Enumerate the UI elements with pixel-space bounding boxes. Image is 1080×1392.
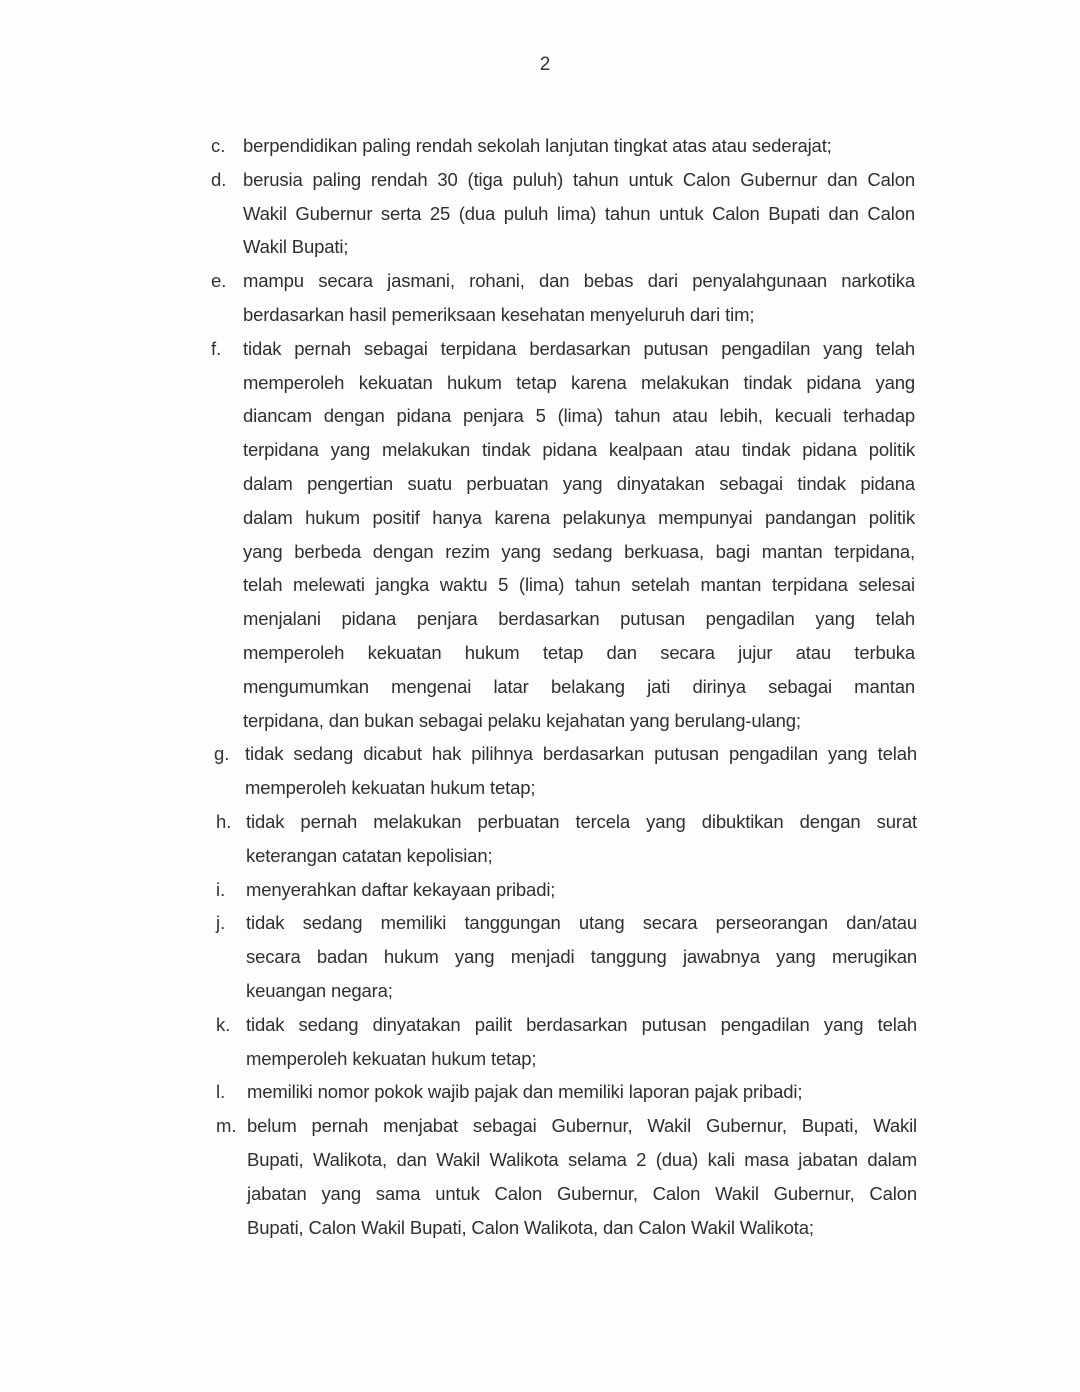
text-line: terpidana yang melakukan tindak pidana kealpaan atau tindak pidana politik <box>243 439 915 461</box>
text-line: jabatan yang sama untuk Calon Gubernur, Calon Wakil Gubernur, Calon <box>247 1182 917 1204</box>
text-line: secara badan hukum yang menjadi tanggung jawabnya yang merugikan <box>246 946 917 968</box>
text-line: memperoleh kekuatan hukum tetap; <box>246 1047 537 1069</box>
list-item-marker: e. <box>211 270 227 292</box>
text-line: berusia paling rendah 30 (tiga puluh) tahun untuk Calon Gubernur dan Calon <box>243 168 915 190</box>
list-item-text <box>247 1075 917 1109</box>
list-item-text <box>243 264 915 332</box>
text-line: tidak sedang memiliki tanggungan utang secara perseorangan dan/atau <box>246 912 917 934</box>
list-item-marker: c. <box>211 135 226 156</box>
list-item-marker: d. <box>211 168 227 190</box>
list-item-text <box>246 873 917 907</box>
text-line: Bupati, Calon Wakil Bupati, Calon Walikota, dan Calon Wakil Walikota; <box>247 1216 814 1238</box>
list-item-marker: m. <box>216 1115 237 1137</box>
text-line: Bupati, Walikota, dan Wakil Walikota selama 2 (dua) kali masa jabatan dalam <box>247 1148 917 1170</box>
page-number: 2 <box>539 54 551 75</box>
text-line: tidak pernah sebagai terpidana berdasarkan putusan pengadilan yang telah <box>243 337 915 359</box>
list-item-marker: l. <box>216 1081 226 1103</box>
text-line: dalam hukum positif hanya karena pelakunya mempunyai pandangan politik <box>243 506 915 528</box>
text-line: telah melewati jangka waktu 5 (lima) tahun setelah mantan terpidana selesai <box>243 574 915 596</box>
text-line: belum pernah menjabat sebagai Gubernur, Wakil Gubernur, Bupati, Wakil <box>247 1115 917 1137</box>
text-line: memperoleh kekuatan hukum tetap dan secara jujur atau terbuka <box>243 641 915 663</box>
list-item-text <box>243 129 915 163</box>
list-item-text <box>243 163 915 264</box>
text-line: memperoleh kekuatan hukum tetap karena melakukan tindak pidana yang <box>243 371 915 393</box>
list-item-marker: h. <box>216 811 232 832</box>
text-line: terpidana, dan bukan sebagai pelaku kejahatan yang berulang-ulang; <box>243 709 801 731</box>
text-line: diancam dengan pidana penjara 5 (lima) tahun atau lebih, kecuali terhadap <box>243 405 915 427</box>
list-item-text <box>243 332 915 738</box>
text-line: berdasarkan hasil pemeriksaan kesehatan menyeluruh dari tim; <box>243 303 755 325</box>
text-line: mampu secara jasmani, rohani, dan bebas dari penyalahgunaan narkotika <box>243 270 915 292</box>
text-line: Wakil Gubernur serta 25 (dua puluh lima) tahun untuk Calon Bupati dan Calon <box>243 202 915 224</box>
text-line: memiliki nomor pokok wajib pajak dan memiliki laporan pajak pribadi; <box>247 1081 803 1103</box>
text-line: tidak sedang dicabut hak pilihnya berdasarkan putusan pengadilan yang telah <box>245 743 917 765</box>
text-line: keterangan catatan kepolisian; <box>246 844 493 866</box>
text-line: memperoleh kekuatan hukum tetap; <box>245 777 536 799</box>
list-item-marker: k. <box>216 1013 231 1035</box>
text-line: Wakil Bupati; <box>243 236 349 258</box>
text-line: yang berbeda dengan rezim yang sedang berkuasa, bagi mantan terpidana, <box>243 540 915 562</box>
list-item-marker: g. <box>214 743 230 765</box>
text-line: menjalani pidana penjara berdasarkan putusan pengadilan yang telah <box>243 608 915 630</box>
text-line: tidak pernah melakukan perbuatan tercela yang dibuktikan dengan surat <box>246 811 917 832</box>
list-item-text <box>245 737 917 805</box>
text-line: berpendidikan paling rendah sekolah lanjutan tingkat atas atau sederajat; <box>243 135 832 156</box>
list-item-text <box>246 906 917 1007</box>
text-line: menyerahkan daftar kekayaan pribadi; <box>246 878 556 900</box>
text-line: dalam pengertian suatu perbuatan yang dinyatakan sebagai tindak pidana <box>243 472 915 494</box>
list-item-text <box>246 1008 917 1076</box>
list-item-text <box>247 1109 917 1244</box>
list-item-marker: j. <box>216 912 226 934</box>
list-item-text <box>246 805 917 873</box>
list-item-marker: f. <box>211 337 222 359</box>
list-item-marker: i. <box>216 878 226 900</box>
text-line: mengumumkan mengenai latar belakang jati dirinya sebagai mantan <box>243 675 915 697</box>
text-line: tidak sedang dinyatakan pailit berdasarkan putusan pengadilan yang telah <box>246 1013 917 1035</box>
text-line: keuangan negara; <box>246 979 393 1001</box>
